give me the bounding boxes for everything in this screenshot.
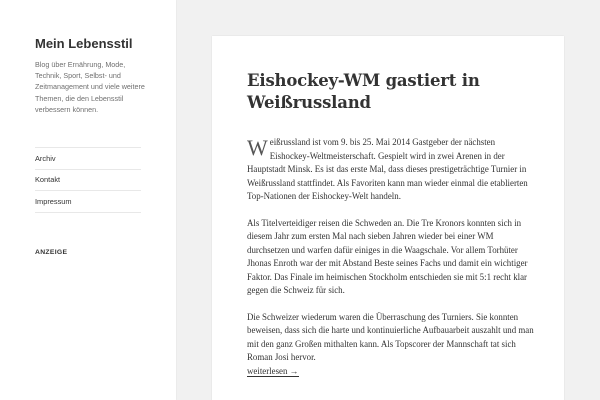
- post-paragraph-2: Als Titelverteidiger reisen die Schweden an. Die Tre Kronors konnten sich in diesem Jahr zum ersten Mal nach sieben Jahren wieder bei einer WM durchsetzen und warfen dafür einiges in die Waagschale. Vor allem Torhüter Jhonas Enroth war der mit Abstand Beste seines Fachs und damit ein wichtiger Faktor. Das Finale im heimischen Stockholm entschieden sie mit 5:1 recht klar gegen die Schweiz für sich.: [247, 217, 528, 295]
- post-article: [212, 36, 564, 400]
- menu-item-impressum: [35, 190, 141, 213]
- dropcap-letter: W: [247, 135, 268, 160]
- widget-title-anzeige: ANZEIGE: [35, 248, 68, 256]
- site-description: Blog über Ernährung, Mode, Technik, Sport, Selbst- und Zeitmanagement und viele weitere Themen, die den Lebensstil verbessern können.: [35, 60, 145, 114]
- post-paragraph-3-text: Die Schweizer wiederum waren die Überraschung des Turniers. Sie konnten beweisen, dass sich die harte und kontinuierliche Aufbauarbeit auszahlt und man mit den ganz Großen mithalten kann. Als Topscorer der Mannschaft tat sich Roman Josi hervor.: [247, 311, 534, 362]
- menu-link-archiv[interactable]: Archiv: [35, 153, 56, 163]
- post-paragraph-1-text: eißrussland ist vom 9. bis 25. Mai 2014 Gastgeber der nächsten Eishockey-Weltmeisterschaft. Gespielt wird in zwei Arenen in der Hauptstadt Minsk. Es ist das erste Mal, dass dieses prestigeträchtige Turnier in Weißrussland stattfindet. Als Favoriten kann man wieder einmal die etablierten Top-Nationen der Eishockey-Welt handeln.: [247, 137, 528, 201]
- post-paragraph-1: [247, 136, 535, 204]
- main-menu: [35, 147, 141, 213]
- post-content: [247, 135, 534, 378]
- post-title[interactable]: Eishockey-WM gastiert in Weißrussland: [247, 71, 480, 112]
- menu-link-kontakt[interactable]: Kontakt: [35, 175, 61, 185]
- site-title[interactable]: Mein Lebensstil: [35, 36, 133, 51]
- post-paragraph-3: [247, 311, 535, 379]
- menu-item-archiv: [35, 147, 141, 169]
- menu-link-impressum[interactable]: Impressum: [35, 196, 72, 206]
- menu-item-kontakt: [35, 169, 141, 191]
- read-more-link[interactable]: weiterlesen →: [247, 365, 299, 376]
- sidebar: [0, 0, 176, 400]
